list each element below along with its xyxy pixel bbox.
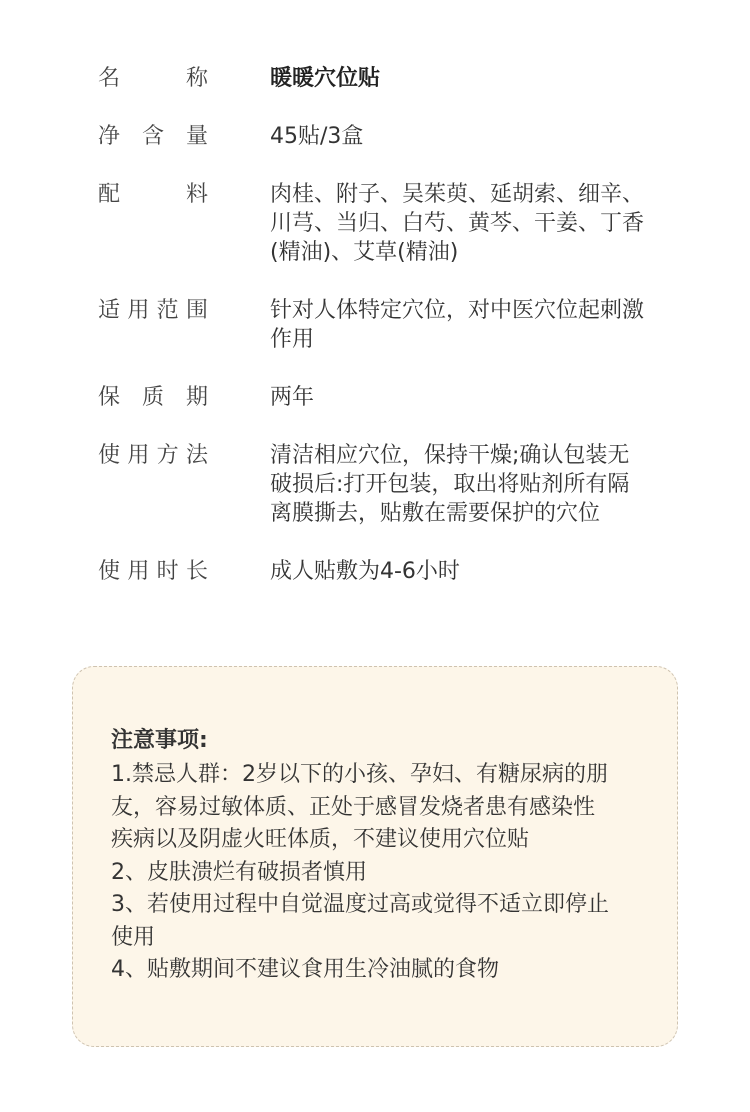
spec-value: 45贴/3盒	[270, 124, 364, 149]
spec-row-shelf-life	[98, 383, 698, 412]
spec-row-name	[98, 64, 698, 93]
spec-row-scope	[98, 296, 698, 354]
spec-label: 使用方法	[98, 443, 208, 468]
spec-label: 适用范围	[98, 298, 208, 323]
spec-value: 暖暖穴位贴	[270, 66, 381, 91]
spec-label: 保质期	[98, 385, 208, 410]
notice-item: 1.禁忌人群：2岁以下的小孩、孕妇、有糖尿病的朋 友，容易过敏体质、正处于感冒发烧者患有感染性 疾病以及阴虚火旺体质，不建议使用穴位贴	[111, 762, 608, 852]
spec-row-ingredients	[98, 180, 698, 267]
spec-value: 肉桂、附子、吴茱萸、延胡索、细辛、 川芎、当归、白芍、黄芩、干姜、丁香 (精油)、艾草(精油)	[270, 182, 645, 265]
spec-value: 清洁相应穴位，保持干燥;确认包装无 破损后:打开包装，取出将贴剂所有隔 离膜撕去，贴敷在需要保护的穴位	[270, 443, 630, 526]
spec-value: 针对人体特定穴位，对中医穴位起刺激 作用	[270, 298, 645, 352]
spec-label: 净含量	[98, 124, 208, 149]
spec-label: 名称	[98, 66, 208, 91]
spec-row-net-content	[98, 122, 698, 151]
notice-item: 2、皮肤溃烂有破损者慎用	[111, 859, 367, 885]
notice-list	[111, 759, 659, 987]
spec-value: 成人贴敷为4-6小时	[270, 559, 460, 584]
notice-item: 4、贴敷期间不建议食用生冷油腻的食物	[111, 957, 499, 982]
spec-value: 两年	[270, 385, 315, 410]
spec-label: 使用时长	[98, 559, 208, 584]
product-spec-table	[98, 64, 698, 586]
spec-label: 配料	[98, 182, 208, 207]
notice-item: 3、若使用过程中自觉温度过高或觉得不适立即停止 使用	[111, 892, 609, 950]
spec-row-usage-duration	[98, 557, 698, 586]
notice-title: 注意事项:	[111, 728, 208, 753]
spec-row-usage-method	[98, 441, 698, 528]
notice-box	[72, 666, 678, 1047]
